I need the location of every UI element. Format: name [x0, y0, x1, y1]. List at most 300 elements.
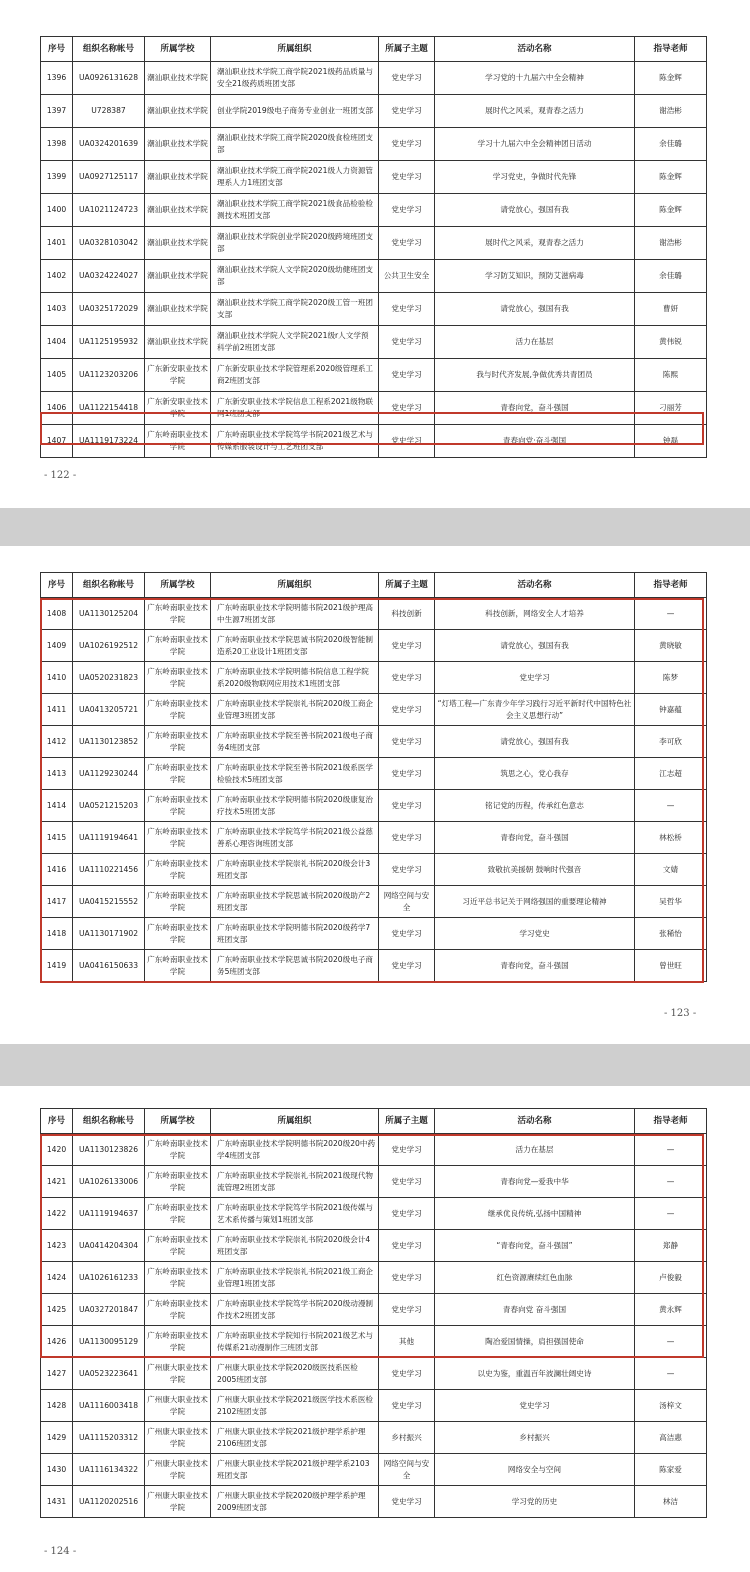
cell-organization: 广东岭南职业技术学院明德书院2020级药学7班团支部	[211, 918, 379, 950]
cell-sub-theme: 党史学习	[379, 1262, 435, 1294]
table-row	[41, 1486, 707, 1518]
cell-advisor: 陈金辉	[635, 62, 707, 95]
cell-account-id: UA0414204304	[73, 1230, 145, 1262]
cell-sub-theme: 党史学习	[379, 1486, 435, 1518]
cell-organization: 广东岭南职业技术学院崇礼书院2020级会计4班团支部	[211, 1230, 379, 1262]
table-row	[41, 1358, 707, 1390]
cell-school: 广州康大职业技术学院	[145, 1422, 211, 1454]
page-number: - 124 -	[44, 1546, 77, 1557]
cell-organization: 广东岭南职业技术学院笃学书院2021级公益慈善系心理咨询班团支部	[211, 822, 379, 854]
cell-school: 广州康大职业技术学院	[145, 1454, 211, 1486]
table-row	[41, 1294, 707, 1326]
column-header-activity-name: 活动名称	[435, 37, 635, 62]
cell-school: 潮汕职业技术学院	[145, 128, 211, 161]
table-row	[41, 598, 707, 630]
cell-organization: 广东岭南职业技术学院笃学书院2021级传媒与艺术系传播与策划1班团支部	[211, 1198, 379, 1230]
cell-account-id: UA0927125117	[73, 161, 145, 194]
column-header-account-id: 组织名称帐号	[73, 37, 145, 62]
cell-school: 广东新安职业技术学院	[145, 392, 211, 425]
cell-organization: 广东新安职业技术学院管理系2020级管理系工商2班团支部	[211, 359, 379, 392]
cell-organization: 广东岭南职业技术学院笃学书院2021级艺术与传媒系服装设计与工艺班团支部	[211, 425, 379, 458]
cell-school: 广州康大职业技术学院	[145, 1358, 211, 1390]
cell-organization: 潮汕职业技术学院人文学院2020级幼健班团支部	[211, 260, 379, 293]
cell-sub-theme: 党史学习	[379, 1358, 435, 1390]
cell-advisor: 吴哲华	[635, 886, 707, 918]
cell-sub-theme: 党史学习	[379, 726, 435, 758]
cell-row-number: 1419	[41, 950, 73, 982]
column-header-row-number: 序号	[41, 573, 73, 598]
cell-account-id: UA1110221456	[73, 854, 145, 886]
cell-advisor: 黄晓敏	[635, 630, 707, 662]
table-row	[41, 260, 707, 293]
column-header-activity-name: 活动名称	[435, 573, 635, 598]
cell-row-number: 1424	[41, 1262, 73, 1294]
page-124	[0, 1086, 750, 1572]
cell-organization: 潮汕职业技术学院创业学院2020级跨境班团支部	[211, 227, 379, 260]
cell-advisor: 林洁	[635, 1486, 707, 1518]
cell-account-id: UA1122154418	[73, 392, 145, 425]
table-row	[41, 392, 707, 425]
cell-organization: 潮汕职业技术学院工商学院2021级食品检验检测技术班团支部	[211, 194, 379, 227]
cell-advisor: 余佳璐	[635, 128, 707, 161]
cell-sub-theme: 党史学习	[379, 425, 435, 458]
cell-activity-name: 以史为鉴，重温百年波澜壮阔史诗	[435, 1358, 635, 1390]
table-row	[41, 161, 707, 194]
cell-row-number: 1405	[41, 359, 73, 392]
cell-advisor: —	[635, 790, 707, 822]
table-row	[41, 758, 707, 790]
cell-advisor: 卢俊毅	[635, 1262, 707, 1294]
cell-advisor: 陈熙	[635, 359, 707, 392]
cell-advisor: 余佳璐	[635, 260, 707, 293]
cell-row-number: 1425	[41, 1294, 73, 1326]
cell-account-id: UA0416150633	[73, 950, 145, 982]
cell-organization: 广州康大职业技术学院2021级护理学系2103班团支部	[211, 1454, 379, 1486]
cell-row-number: 1431	[41, 1486, 73, 1518]
cell-activity-name: 青春向党，奋斗强国	[435, 950, 635, 982]
table-body	[41, 1134, 707, 1518]
cell-sub-theme: 科技创新	[379, 598, 435, 630]
cell-row-number: 1409	[41, 630, 73, 662]
cell-activity-name: 青春向党 奋斗强国	[435, 1294, 635, 1326]
column-header-advisor: 指导老师	[635, 573, 707, 598]
cell-school: 潮汕职业技术学院	[145, 227, 211, 260]
cell-activity-name: 学习党的十九届六中全会精神	[435, 62, 635, 95]
column-header-organization: 所属组织	[211, 573, 379, 598]
table-row	[41, 950, 707, 982]
cell-activity-name: 请党放心，强国有我	[435, 293, 635, 326]
cell-activity-name: 党史学习	[435, 1390, 635, 1422]
cell-organization: 潮汕职业技术学院工商学院2021级人力资源管理系人力1班团支部	[211, 161, 379, 194]
table-row	[41, 918, 707, 950]
cell-advisor: 林松桥	[635, 822, 707, 854]
table-row	[41, 694, 707, 726]
cell-sub-theme: 党史学习	[379, 326, 435, 359]
cell-organization: 广东岭南职业技术学院崇礼书院2021级工商企业管理1班团支部	[211, 1262, 379, 1294]
cell-account-id: UA1021124723	[73, 194, 145, 227]
cell-sub-theme: 党史学习	[379, 694, 435, 726]
table-row	[41, 293, 707, 326]
cell-advisor: 陈金辉	[635, 194, 707, 227]
table-row	[41, 1326, 707, 1358]
cell-organization: 广东岭南职业技术学院至善书院2021级电子商务4班团支部	[211, 726, 379, 758]
cell-account-id: UA0324201639	[73, 128, 145, 161]
column-header-sub-theme: 所属子主题	[379, 37, 435, 62]
cell-activity-name: 请党放心，强国有我	[435, 630, 635, 662]
page-number: - 122 -	[44, 470, 77, 481]
cell-row-number: 1401	[41, 227, 73, 260]
cell-organization: 广东新安职业技术学院信息工程系2021级物联网1班团支部	[211, 392, 379, 425]
cell-activity-name: 请党放心，强国有我	[435, 726, 635, 758]
table-row	[41, 662, 707, 694]
page-separator	[0, 508, 750, 546]
cell-row-number: 1427	[41, 1358, 73, 1390]
cell-row-number: 1400	[41, 194, 73, 227]
cell-row-number: 1397	[41, 95, 73, 128]
cell-organization: 广东岭南职业技术学院知行书院2021级艺术与传媒系21动漫制作三班团支部	[211, 1326, 379, 1358]
cell-activity-name: 致敬抗美援朝 鼓响时代强音	[435, 854, 635, 886]
cell-account-id: UA1119173224	[73, 425, 145, 458]
cell-account-id: UA1125195932	[73, 326, 145, 359]
cell-account-id: UA1026161233	[73, 1262, 145, 1294]
cell-sub-theme: 党史学习	[379, 227, 435, 260]
column-header-organization: 所属组织	[211, 1109, 379, 1134]
table-row	[41, 227, 707, 260]
table-row	[41, 194, 707, 227]
table-row	[41, 854, 707, 886]
cell-school: 广东岭南职业技术学院	[145, 886, 211, 918]
cell-row-number: 1412	[41, 726, 73, 758]
cell-organization: 潮汕职业技术学院工商学院2020级工管一班团支部	[211, 293, 379, 326]
cell-organization: 广东岭南职业技术学院思诚书院2020级电子商务5班团支部	[211, 950, 379, 982]
cell-advisor: 李可欣	[635, 726, 707, 758]
cell-activity-name: 科技创新，网络安全人才培养	[435, 598, 635, 630]
cell-activity-name: “灯塔工程—广东青少年学习践行习近平新时代中国特色社会主义思想行动”	[435, 694, 635, 726]
cell-account-id: UA0926131628	[73, 62, 145, 95]
cell-advisor: 江志超	[635, 758, 707, 790]
cell-row-number: 1402	[41, 260, 73, 293]
cell-account-id: UA1119194641	[73, 822, 145, 854]
cell-activity-name: 青春向党，奋斗强国	[435, 392, 635, 425]
cell-activity-name: 展时代之风采，观青春之活力	[435, 227, 635, 260]
cell-row-number: 1406	[41, 392, 73, 425]
table-row	[41, 425, 707, 458]
cell-account-id: UA1130171902	[73, 918, 145, 950]
cell-activity-name: 学习党史	[435, 918, 635, 950]
cell-advisor: —	[635, 1134, 707, 1166]
cell-row-number: 1414	[41, 790, 73, 822]
cell-organization: 广州康大职业技术学院2020级医技系医检2005班团支部	[211, 1358, 379, 1390]
cell-sub-theme: 党史学习	[379, 822, 435, 854]
cell-account-id: UA1123203206	[73, 359, 145, 392]
cell-school: 广东岭南职业技术学院	[145, 918, 211, 950]
table-row	[41, 630, 707, 662]
cell-organization: 广州康大职业技术学院2020级护理学系护理2009班团支部	[211, 1486, 379, 1518]
table-row	[41, 1134, 707, 1166]
table-row	[41, 822, 707, 854]
cell-row-number: 1403	[41, 293, 73, 326]
cell-row-number: 1398	[41, 128, 73, 161]
cell-sub-theme: 公共卫生安全	[379, 260, 435, 293]
cell-account-id: UA0325172029	[73, 293, 145, 326]
cell-sub-theme: 党史学习	[379, 95, 435, 128]
cell-activity-name: 学习十九届六中全会精神团日活动	[435, 128, 635, 161]
cell-activity-name: 红色资源赓续红色血脉	[435, 1262, 635, 1294]
cell-advisor: 陈家爱	[635, 1454, 707, 1486]
header-row	[41, 37, 707, 62]
table-row	[41, 62, 707, 95]
table-row	[41, 95, 707, 128]
cell-school: 广州康大职业技术学院	[145, 1390, 211, 1422]
table-row	[41, 790, 707, 822]
header-row	[41, 1109, 707, 1134]
column-header-account-id: 组织名称帐号	[73, 573, 145, 598]
cell-school: 广东岭南职业技术学院	[145, 1198, 211, 1230]
cell-activity-name: 青春向党·奋斗强国	[435, 425, 635, 458]
cell-organization: 广东岭南职业技术学院至善书院2021级系医学检验技术5班团支部	[211, 758, 379, 790]
cell-account-id: UA1130123852	[73, 726, 145, 758]
cell-row-number: 1404	[41, 326, 73, 359]
table-row	[41, 128, 707, 161]
cell-organization: 广东岭南职业技术学院崇礼书院2020级工商企业管理3班团支部	[211, 694, 379, 726]
cell-sub-theme: 网络空间与安全	[379, 1454, 435, 1486]
cell-sub-theme: 党史学习	[379, 630, 435, 662]
cell-sub-theme: 党史学习	[379, 758, 435, 790]
cell-account-id: UA1115203312	[73, 1422, 145, 1454]
cell-row-number: 1429	[41, 1422, 73, 1454]
cell-row-number: 1420	[41, 1134, 73, 1166]
cell-school: 广东岭南职业技术学院	[145, 630, 211, 662]
cell-row-number: 1426	[41, 1326, 73, 1358]
cell-activity-name: 习近平总书记关于网络强国的重要理论精神	[435, 886, 635, 918]
cell-organization: 广东岭南职业技术学院明德书院信息工程学院系2020级物联网应用技术1班团支部	[211, 662, 379, 694]
cell-advisor: 刁丽芳	[635, 392, 707, 425]
cell-sub-theme: 党史学习	[379, 662, 435, 694]
cell-row-number: 1422	[41, 1198, 73, 1230]
cell-activity-name: 筑思之心，党心我存	[435, 758, 635, 790]
cell-sub-theme: 党史学习	[379, 128, 435, 161]
cell-school: 潮汕职业技术学院	[145, 194, 211, 227]
cell-activity-name: “青春向党，奋斗强国”	[435, 1230, 635, 1262]
table-row	[41, 1166, 707, 1198]
cell-sub-theme: 党史学习	[379, 950, 435, 982]
cell-activity-name: 网络安全与空间	[435, 1454, 635, 1486]
cell-school: 潮汕职业技术学院	[145, 161, 211, 194]
table-row	[41, 1198, 707, 1230]
cell-sub-theme: 党史学习	[379, 790, 435, 822]
cell-row-number: 1416	[41, 854, 73, 886]
cell-activity-name: 请党放心，强国有我	[435, 194, 635, 227]
cell-account-id: UA0520231823	[73, 662, 145, 694]
column-header-advisor: 指导老师	[635, 1109, 707, 1134]
cell-school: 潮汕职业技术学院	[145, 293, 211, 326]
cell-advisor: 曾世旺	[635, 950, 707, 982]
cell-organization: 广东岭南职业技术学院崇礼书院2021级现代物流管理2班团支部	[211, 1166, 379, 1198]
cell-organization: 潮汕职业技术学院工商学院2020级食检班团支部	[211, 128, 379, 161]
cell-row-number: 1417	[41, 886, 73, 918]
table-row	[41, 1390, 707, 1422]
cell-sub-theme: 党史学习	[379, 392, 435, 425]
cell-advisor: 黄永辉	[635, 1294, 707, 1326]
cell-organization: 广东岭南职业技术学院崇礼书院2020级会计3班团支部	[211, 854, 379, 886]
cell-organization: 潮汕职业技术学院工商学院2021级药品质量与安全21级药质班团支部	[211, 62, 379, 95]
cell-activity-name: 展时代之风采，观青春之活力	[435, 95, 635, 128]
cell-activity-name: 学习党史，争做时代先锋	[435, 161, 635, 194]
column-header-school: 所属学校	[145, 37, 211, 62]
cell-sub-theme: 党史学习	[379, 918, 435, 950]
cell-account-id: UA1116003418	[73, 1390, 145, 1422]
cell-school: 广东岭南职业技术学院	[145, 1262, 211, 1294]
cell-account-id: UA0328103042	[73, 227, 145, 260]
cell-school: 广东岭南职业技术学院	[145, 854, 211, 886]
table-row	[41, 1262, 707, 1294]
cell-row-number: 1396	[41, 62, 73, 95]
cell-row-number: 1413	[41, 758, 73, 790]
cell-organization: 广东岭南职业技术学院思诚书院2020级助产2班团支部	[211, 886, 379, 918]
cell-advisor: 谢浩彬	[635, 227, 707, 260]
cell-school: 广东岭南职业技术学院	[145, 662, 211, 694]
cell-row-number: 1430	[41, 1454, 73, 1486]
column-header-row-number: 序号	[41, 37, 73, 62]
column-header-sub-theme: 所属子主题	[379, 1109, 435, 1134]
cell-sub-theme: 党史学习	[379, 1390, 435, 1422]
cell-row-number: 1428	[41, 1390, 73, 1422]
cell-activity-name: 活力在基层	[435, 1134, 635, 1166]
table-page-122	[40, 36, 707, 458]
cell-sub-theme: 党史学习	[379, 293, 435, 326]
cell-advisor: 曹妍	[635, 293, 707, 326]
cell-school: 广东岭南职业技术学院	[145, 822, 211, 854]
cell-account-id: UA1120202516	[73, 1486, 145, 1518]
cell-activity-name: 铭记党的历程，传承红色意志	[435, 790, 635, 822]
cell-account-id: UA1026133006	[73, 1166, 145, 1198]
table-row	[41, 726, 707, 758]
cell-row-number: 1410	[41, 662, 73, 694]
cell-advisor: —	[635, 1198, 707, 1230]
table-body	[41, 62, 707, 458]
cell-advisor: —	[635, 598, 707, 630]
cell-sub-theme: 党史学习	[379, 161, 435, 194]
page-number: - 123 -	[664, 1008, 697, 1019]
cell-organization: 广东岭南职业技术学院笃学书院2020级动漫制作技术2班团支部	[211, 1294, 379, 1326]
header-row	[41, 573, 707, 598]
cell-advisor: 张稀怡	[635, 918, 707, 950]
cell-school: 潮汕职业技术学院	[145, 260, 211, 293]
cell-advisor: —	[635, 1326, 707, 1358]
cell-school: 潮汕职业技术学院	[145, 95, 211, 128]
cell-activity-name: 活力在基层	[435, 326, 635, 359]
cell-account-id: UA0523223641	[73, 1358, 145, 1390]
cell-school: 广东岭南职业技术学院	[145, 1230, 211, 1262]
cell-school: 广东岭南职业技术学院	[145, 726, 211, 758]
cell-account-id: UA1130125204	[73, 598, 145, 630]
cell-advisor: 黄伟锐	[635, 326, 707, 359]
cell-sub-theme: 党史学习	[379, 359, 435, 392]
cell-sub-theme: 党史学习	[379, 62, 435, 95]
cell-school: 潮汕职业技术学院	[145, 62, 211, 95]
cell-row-number: 1407	[41, 425, 73, 458]
table-page-123	[40, 572, 707, 982]
cell-school: 广东岭南职业技术学院	[145, 1326, 211, 1358]
page-separator	[0, 1044, 750, 1086]
table-row	[41, 1422, 707, 1454]
cell-activity-name: 我与时代齐发展,争做优秀共青团员	[435, 359, 635, 392]
cell-school: 广东岭南职业技术学院	[145, 425, 211, 458]
column-header-sub-theme: 所属子主题	[379, 573, 435, 598]
cell-account-id: UA1026192512	[73, 630, 145, 662]
cell-school: 潮汕职业技术学院	[145, 326, 211, 359]
cell-school: 广东岭南职业技术学院	[145, 1294, 211, 1326]
cell-account-id: UA1130123826	[73, 1134, 145, 1166]
table-row	[41, 326, 707, 359]
cell-activity-name: 学习党的历史	[435, 1486, 635, 1518]
cell-school: 广东岭南职业技术学院	[145, 758, 211, 790]
cell-sub-theme: 党史学习	[379, 1294, 435, 1326]
cell-sub-theme: 党史学习	[379, 1230, 435, 1262]
cell-sub-theme: 网络空间与安全	[379, 886, 435, 918]
cell-advisor: 谢浩彬	[635, 95, 707, 128]
cell-school: 广东新安职业技术学院	[145, 359, 211, 392]
cell-organization: 广东岭南职业技术学院明德书院2021级护理高中生源7班团支部	[211, 598, 379, 630]
cell-row-number: 1423	[41, 1230, 73, 1262]
cell-sub-theme: 乡村振兴	[379, 1422, 435, 1454]
table-row	[41, 1230, 707, 1262]
column-header-organization: 所属组织	[211, 37, 379, 62]
cell-organization: 广州康大职业技术学院2021级护理学系护理2106班团支部	[211, 1422, 379, 1454]
cell-row-number: 1415	[41, 822, 73, 854]
cell-activity-name: 党史学习	[435, 662, 635, 694]
cell-advisor: 郑静	[635, 1230, 707, 1262]
cell-account-id: UA0327201847	[73, 1294, 145, 1326]
cell-organization: 广东岭南职业技术学院思诚书院2020级智能制造系20工业设计1班团支部	[211, 630, 379, 662]
cell-school: 广东岭南职业技术学院	[145, 1166, 211, 1198]
cell-advisor: —	[635, 1166, 707, 1198]
cell-school: 广东岭南职业技术学院	[145, 598, 211, 630]
cell-account-id: UA1116134322	[73, 1454, 145, 1486]
cell-school: 广东岭南职业技术学院	[145, 790, 211, 822]
cell-account-id: UA1129230244	[73, 758, 145, 790]
cell-row-number: 1399	[41, 161, 73, 194]
cell-sub-theme: 党史学习	[379, 1166, 435, 1198]
cell-account-id: UA0521215203	[73, 790, 145, 822]
cell-sub-theme: 党史学习	[379, 1198, 435, 1230]
table-row	[41, 886, 707, 918]
cell-sub-theme: 党史学习	[379, 1134, 435, 1166]
cell-advisor: 陈金辉	[635, 161, 707, 194]
cell-organization: 创业学院2019级电子商务专业创业一班团支部	[211, 95, 379, 128]
page-122	[0, 0, 750, 508]
column-header-school: 所属学校	[145, 573, 211, 598]
cell-sub-theme: 党史学习	[379, 194, 435, 227]
cell-row-number: 1418	[41, 918, 73, 950]
cell-account-id: UA0324224027	[73, 260, 145, 293]
column-header-account-id: 组织名称帐号	[73, 1109, 145, 1134]
cell-row-number: 1408	[41, 598, 73, 630]
cell-organization: 广州康大职业技术学院2021级医学技术系医检2102班团支部	[211, 1390, 379, 1422]
cell-advisor: —	[635, 1358, 707, 1390]
cell-row-number: 1421	[41, 1166, 73, 1198]
cell-row-number: 1411	[41, 694, 73, 726]
cell-school: 广州康大职业技术学院	[145, 1486, 211, 1518]
cell-advisor: 文婧	[635, 854, 707, 886]
cell-organization: 潮汕职业技术学院人文学院2021级r人文学预科学前2班团支部	[211, 326, 379, 359]
cell-activity-name: 青春向党，奋斗强国	[435, 822, 635, 854]
cell-activity-name: 继承优良传统,弘扬中国精神	[435, 1198, 635, 1230]
table-page-124	[40, 1108, 707, 1518]
column-header-school: 所属学校	[145, 1109, 211, 1134]
cell-school: 广东岭南职业技术学院	[145, 1134, 211, 1166]
cell-organization: 广东岭南职业技术学院明德书院2020级20中药学4班团支部	[211, 1134, 379, 1166]
